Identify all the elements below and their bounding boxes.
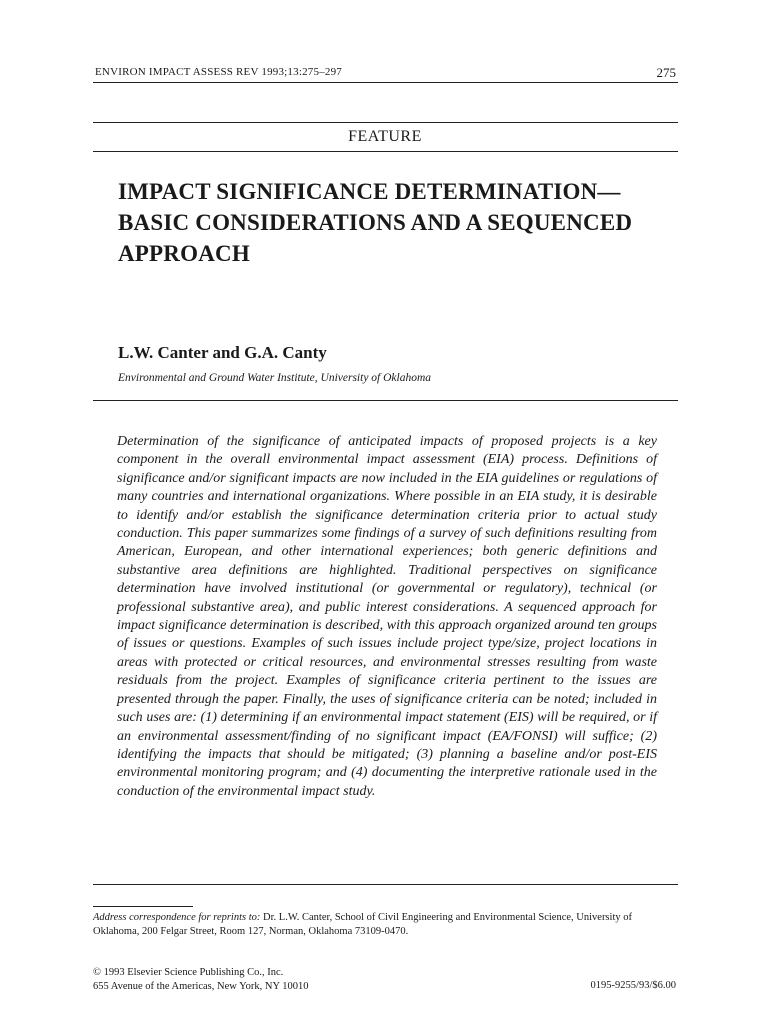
footnote-rule — [93, 906, 193, 907]
header-rule — [93, 82, 678, 83]
section-rule-bottom — [93, 151, 678, 152]
title-line: BASIC CONSIDERATIONS AND A SEQUENCED — [118, 210, 633, 235]
authors: L.W. Canter and G.A. Canty — [118, 343, 327, 362]
section-label: FEATURE — [348, 128, 422, 145]
affiliation: Environmental and Ground Water Institute, University of Oklahoma — [118, 372, 432, 384]
page-number: 275 — [656, 65, 676, 80]
affiliation-rule — [93, 400, 678, 401]
article-title — [118, 176, 698, 269]
running-head: ENVIRON IMPACT ASSESS REV 1993;13:275–297 — [95, 66, 342, 78]
footnote-lead: Address correspondence for reprints to: — [93, 912, 261, 923]
title-line: APPROACH — [118, 241, 250, 266]
correspondence-footnote — [93, 911, 678, 939]
issn-price: 0195-9255/93/$6.00 — [590, 980, 676, 991]
copyright-line: © 1993 Elsevier Science Publishing Co., Inc. — [93, 967, 284, 978]
publisher-address: 655 Avenue of the Americas, New York, NY 10010 — [93, 981, 309, 992]
abstract-rule — [93, 884, 678, 885]
title-line: IMPACT SIGNIFICANCE DETERMINATION— — [118, 179, 621, 204]
copyright — [93, 966, 309, 994]
section-rule-top — [93, 122, 678, 123]
abstract: Determination of the significance of anticipated impacts of proposed projects is a key component in the overall environmental impact assessment (EIA) process. Definitions of significance and/or significant impacts are now included in the EIA guidelines or regulations of many countries and international organizations. Where possible in an EIA study, it is desirable to identify and/or establish the significance determination criteria prior to actual study conduction. This paper summarizes some findings of a survey of such definitions resulting from American, European, and other international experiences; both generic definitions and substantive area definitions are highlighted. Traditional perspectives on significance determination have involved institutional (or governmental or regulatory), technical (or professional substantive area), and public interest considerations. A sequenced approach for impact significance determination is described, with this approach organized around ten groups of issues or questions. Examples of such issues include project type/size, project locations in areas with protected or critical resources, and environmental stresses resulting from waste residuals from the project. Examples of significance criteria pertinent to the issues are presented through the paper. Finally, the uses of significance criteria can be noted; included in such uses are: (1) determining if an environmental impact statement (EIS) will be required, or if an environmental assessment/finding of no significant impact (EA/FONSI) will suffice; (2) identifying the impacts that should be mitigated; (3) planning a baseline and/or post-EIS environmental monitoring program; and (4) documenting the interpretive rationale used in the conduction of the environmental impact study. — [117, 434, 657, 799]
footnote-text: Dr. L.W. Canter, School of Civil Engineering and Environmental Science, University of Oklahoma, 200 Felgar Street, Room 127, Norman, Oklahoma 73109-0470. — [93, 912, 632, 937]
